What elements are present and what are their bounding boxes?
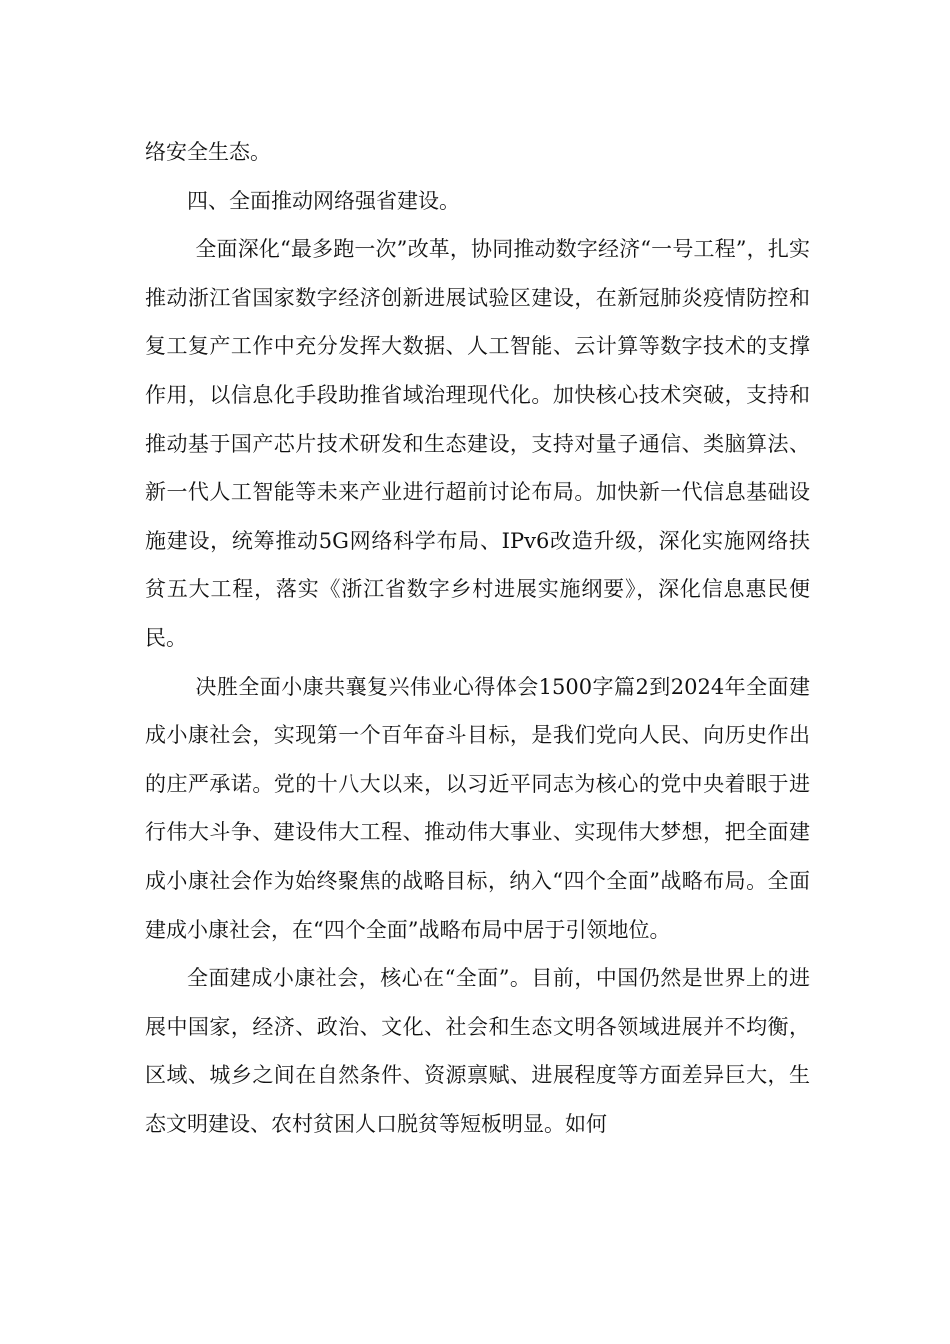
section-heading: 四、全面推动网络强省建设。 (187, 188, 460, 213)
paragraph: 全面建成小康社会，核心在“全面”。目前，中国仍然是世界上的进展中国家，经济、政治、文化、社会和生态文明各领域进展并不均衡，区域、城乡之间在自然条件、资源禀赋、进展程度等方面差异巨大，生态文明建设、农村贫困人口脱贫等短板明显。如何 (145, 966, 810, 1136)
paragraph: 全面深化“最多跑一次”改革，协同推动数字经济“一号工程”，扎实推动浙江省国家数字经济创新进展试验区建设，在新冠肺炎疫情防控和复工复产工作中充分发挥大数据、人工智能、云计算等数字技术的支撑作用，以信息化手段助推省域治理现代化。加快核心技术突破，支持和推动基于国产芯片技术研发和生态建设，支持对量子通信、类脑算法、新一代人工智能等未来产业进行超前讨论布局。加快新一代信息基础设施建设，统筹推动5G网络科学布局、IPv6改造升级，深化实施网络扶贫五大工程，落实《浙江省数字乡村进展实施纲要》，深化信息惠民便民。 (145, 237, 810, 650)
document-body (145, 128, 810, 1148)
paragraph-continuation: 络安全生态。 (145, 140, 271, 164)
paragraph: 决胜全面小康共襄复兴伟业心得体会1500字篇2到2024年全面建成小康社会，实现第一个百年奋斗目标，是我们党向人民、向历史作出的庄严承诺。党的十八大以来，以习近平同志为核心的党中央着眼于进行伟大斗争、建设伟大工程、推动伟大事业、实现伟大梦想，把全面建成小康社会作为始终聚焦的战略目标，纳入“四个全面”战略布局。全面建成小康社会，在“四个全面”战略布局中居于引领地位。 (145, 674, 810, 942)
